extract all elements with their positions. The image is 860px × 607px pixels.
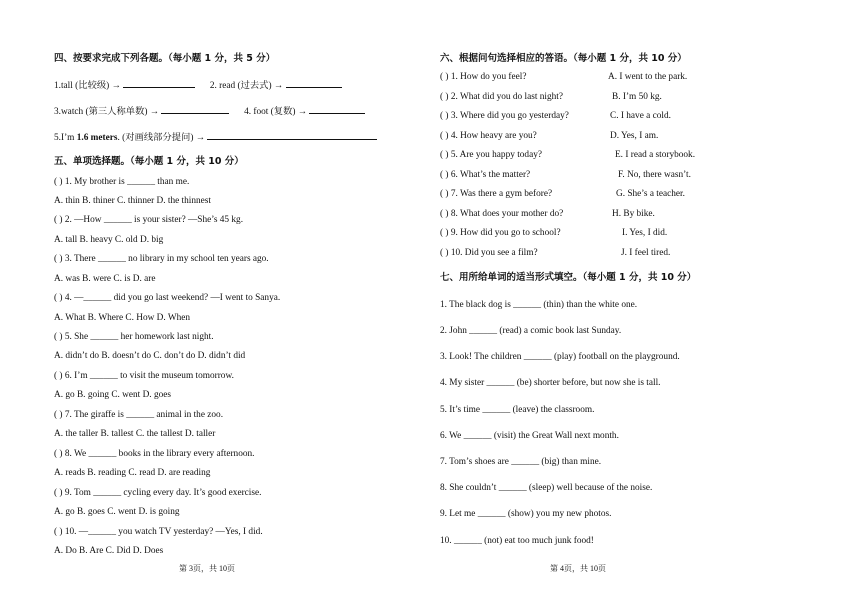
matching-question: ( ) 7. Was there a gym before? <box>440 189 553 199</box>
fill-in-item: 4. My sister ______ (be) shorter before, but now she is tall. <box>440 378 661 388</box>
matching-answer: J. I feel tired. <box>621 248 671 258</box>
matching-answer: F. No, there wasn’t. <box>618 170 691 180</box>
matching-answer: I. Yes, I did. <box>622 228 668 238</box>
left-page <box>54 0 424 607</box>
fill-in-item: 6. We ______ (visit) the Great Wall next month. <box>440 431 619 441</box>
matching-answer: B. I’m 50 kg. <box>612 92 662 102</box>
matching-answer: E. I read a storybook. <box>615 150 696 160</box>
matching-question: ( ) 8. What does your mother do? <box>440 209 564 219</box>
section5-line: ( ) 8. We ______ books in the library every afternoon. <box>54 449 255 459</box>
matching-row <box>440 91 850 103</box>
q1-text: 1.tall (比较级) → <box>54 81 121 91</box>
matching-question: ( ) 6. What’s the matter? <box>440 170 531 180</box>
section5-line: A. was B. were C. is D. are <box>54 274 156 284</box>
fill-in-item: 5. It’s time ______ (leave) the classroom. <box>440 405 595 415</box>
q2-blank[interactable] <box>286 78 342 88</box>
page-footer-right: 第 4页，共 10页 <box>550 564 606 573</box>
matching-question: ( ) 5. Are you happy today? <box>440 150 542 160</box>
matching-row <box>440 110 850 122</box>
section5-line: A. reads B. reading C. read D. are reading <box>54 468 211 478</box>
q5-underlined-part: 1.6 meters <box>76 133 118 143</box>
matching-question: ( ) 2. What did you do last night? <box>440 92 563 102</box>
section5-line: A. go B. goes C. went D. is going <box>54 507 180 517</box>
matching-row <box>440 247 850 259</box>
matching-answer: A. I went to the park. <box>608 72 688 82</box>
matching-answer: G. She’s a teacher. <box>616 189 685 199</box>
matching-answer: C. I have a cold. <box>610 111 671 121</box>
fill-in-item: 9. Let me ______ (show) you my new photos. <box>440 509 612 519</box>
section5-line: ( ) 3. There ______ no library in my school ten years ago. <box>54 254 269 264</box>
q5-post: . (对画线部分提问) → <box>117 133 206 143</box>
matching-row <box>440 130 850 142</box>
section5-line: ( ) 6. I’m ______ to visit the museum tomorrow. <box>54 371 234 381</box>
section5-line: A. go B. going C. went D. goes <box>54 390 171 400</box>
section5-line: ( ) 1. My brother is ______ than me. <box>54 177 190 187</box>
q5-pre: 5.I’m <box>54 133 77 143</box>
matching-row <box>440 208 850 220</box>
matching-question: ( ) 3. Where did you go yesterday? <box>440 111 569 121</box>
section5-line: A. didn’t do B. doesn’t do C. don’t do D. didn’t did <box>54 351 246 361</box>
section5-line: ( ) 10. —______ you watch TV yesterday? —Yes, I did. <box>54 527 263 537</box>
q2-text: 2. read (过去式) → <box>209 81 284 91</box>
q3-blank[interactable] <box>161 104 229 114</box>
section4-title: 四、按要求完成下列各题。（每小题 1 分，共 5 分） <box>54 53 276 64</box>
page-footer-left: 第 3页，共 10页 <box>179 564 235 573</box>
section4-row2 <box>54 104 365 118</box>
section5-line: A. thin B. thiner C. thinner D. the thinnest <box>54 196 211 206</box>
matching-question: ( ) 4. How heavy are you? <box>440 131 537 141</box>
section5-line: A. tall B. heavy C. old D. big <box>54 235 164 245</box>
q4-blank[interactable] <box>309 104 365 114</box>
section7-title: 七、用所给单词的适当形式填空。（每小题 1 分，共 10 分） <box>440 272 697 283</box>
section5-line: ( ) 7. The giraffe is ______ animal in the zoo. <box>54 410 224 420</box>
section5-line: ( ) 9. Tom ______ cycling every day. It’s good exercise. <box>54 488 262 498</box>
matching-question: ( ) 9. How did you go to school? <box>440 228 561 238</box>
fill-in-item: 7. Tom’s shoes are ______ (big) than mine. <box>440 457 602 467</box>
q3-text: 3.watch (第三人称单数) → <box>54 107 160 117</box>
fill-in-item: 1. The black dog is ______ (thin) than the white one. <box>440 300 638 310</box>
matching-row <box>440 188 850 200</box>
q1-blank[interactable] <box>123 78 195 88</box>
section6-title: 六、根据问句选择相应的答语。（每小题 1 分，共 10 分） <box>440 53 687 64</box>
matching-row <box>440 169 850 181</box>
section5-line: ( ) 4. —______ did you go last weekend? —I went to Sanya. <box>54 293 281 303</box>
section5-line: ( ) 5. She ______ her homework last night. <box>54 332 214 342</box>
section5-line: ( ) 2. —How ______ is your sister? —She’s 45 kg. <box>54 215 244 225</box>
section5-line: A. What B. Where C. How D. When <box>54 313 191 323</box>
section5-line: A. the taller B. tallest C. the tallest D. taller <box>54 429 216 439</box>
right-page <box>440 0 850 607</box>
matching-row <box>440 227 850 239</box>
fill-in-item: 2. John ______ (read) a comic book last Sunday. <box>440 326 622 336</box>
matching-row <box>440 149 850 161</box>
q5-blank[interactable] <box>207 130 377 140</box>
matching-answer: H. By bike. <box>612 209 655 219</box>
matching-answer: D. Yes, I am. <box>610 131 659 141</box>
fill-in-item: 8. She couldn’t ______ (sleep) well because of the noise. <box>440 483 653 493</box>
section5-line: A. Do B. Are C. Did D. Does <box>54 546 164 556</box>
fill-in-item: 3. Look! The children ______ (play) football on the playground. <box>440 352 680 362</box>
fill-in-item: 10. ______ (not) eat too much junk food! <box>440 536 594 546</box>
section5-title: 五、单项选择题。（每小题 1 分，共 10 分） <box>54 156 244 167</box>
matching-row <box>440 71 850 83</box>
q4-text: 4. foot (复数) → <box>244 107 308 117</box>
matching-question: ( ) 10. Did you see a film? <box>440 248 538 258</box>
section4-row1 <box>54 78 342 92</box>
section4-row3 <box>54 130 377 144</box>
matching-question: ( ) 1. How do you feel? <box>440 72 527 82</box>
